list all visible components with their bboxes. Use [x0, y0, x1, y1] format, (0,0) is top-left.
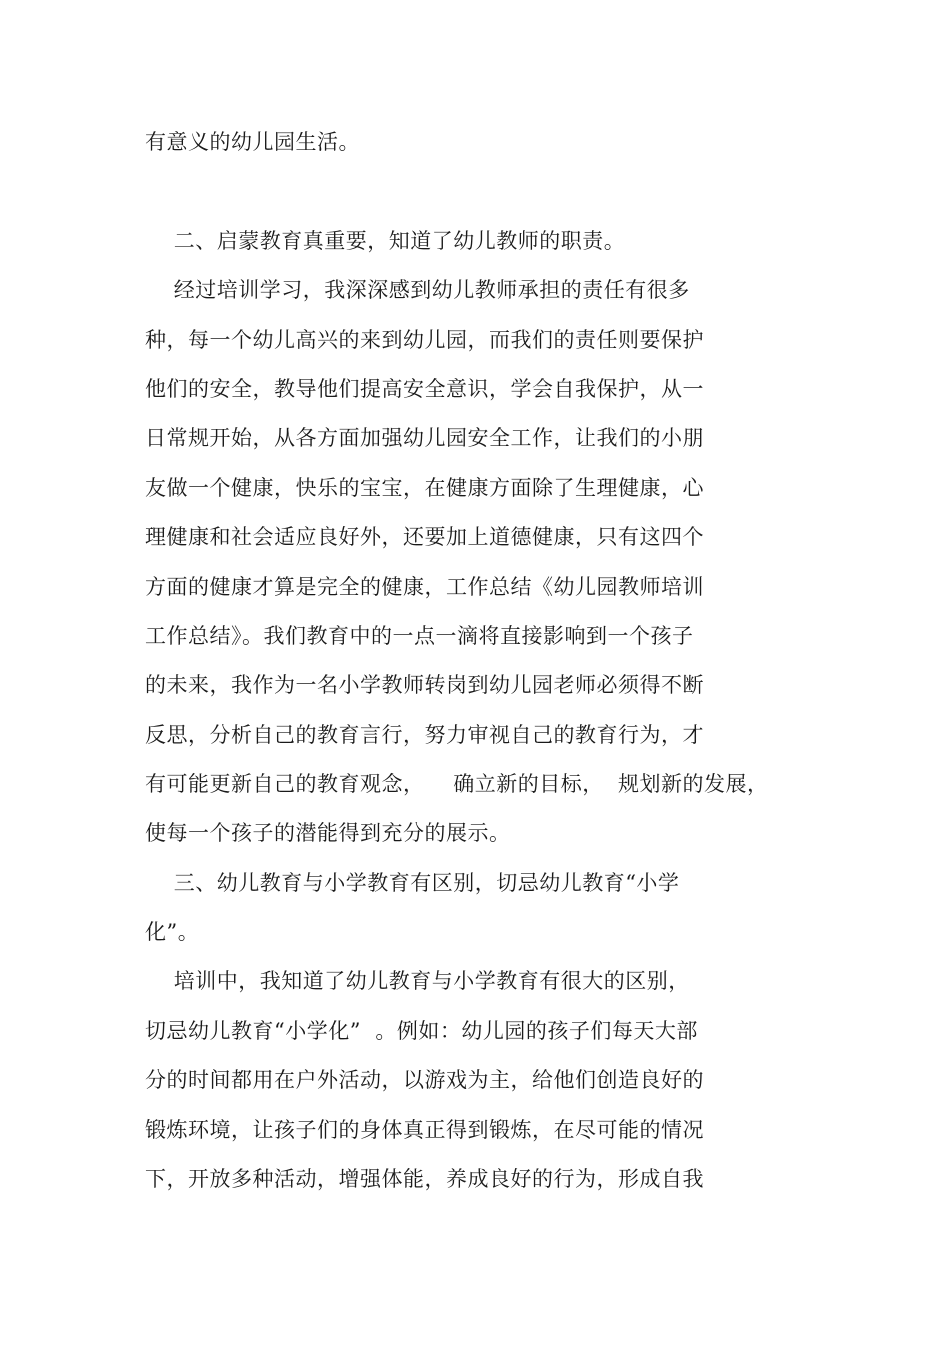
text-line: 理健康和社会适应良好外，还要加上道德健康，只有这四个: [145, 525, 704, 549]
text-line: 培训中，我知道了幼儿教育与小学教育有很大的区别，: [145, 969, 690, 993]
text-line: 有可能更新自己的教育观念， 确立新的目标， 规划新的发展，: [145, 772, 769, 796]
text-line: 分的时间都用在户外活动，以游戏为主，给他们创造良好的: [145, 1068, 704, 1092]
text-line: 有意义的幼儿园生活。: [145, 130, 360, 154]
text-line: 种，每一个幼儿高兴的来到幼儿园，而我们的责任则要保护: [145, 328, 704, 352]
text-line: 日常规开始，从各方面加强幼儿园安全工作，让我们的小朋: [145, 426, 704, 450]
text-line: 锻炼环境，让孩子们的身体真正得到锻炼，在尽可能的情况: [145, 1118, 704, 1142]
text-line: 友做一个健康，快乐的宝宝，在健康方面除了生理健康，心: [145, 476, 704, 500]
text-line: 经过培训学习，我深深感到幼儿教师承担的责任有很多: [145, 278, 690, 302]
text-line: 他们的安全，教导他们提高安全意识，学会自我保护，从一: [145, 377, 704, 401]
text-line: 方面的健康才算是完全的健康，工作总结《幼儿园教师培训: [145, 575, 704, 599]
section-heading: 三、幼儿教育与小学教育有区别，切忌幼儿教育“小学: [145, 871, 680, 895]
text-line: 反思，分析自己的教育言行，努力审视自己的教育行为，才: [145, 723, 704, 747]
text-line: 工作总结》。我们教育中的一点一滴将直接影响到一个孩子: [145, 624, 694, 648]
text-line: 下，开放多种活动，增强体能，养成良好的行为，形成自我: [145, 1167, 704, 1191]
section-heading: 二、启蒙教育真重要，知道了幼儿教师的职责。: [145, 229, 626, 253]
text-line: 使每一个孩子的潜能得到充分的展示。: [145, 821, 511, 845]
text-line: 的未来，我作为一名小学教师转岗到幼儿园老师必须得不断: [145, 673, 704, 697]
text-line: 切忌幼儿教育“小学化” 。例如：幼儿园的孩子们每天大部: [145, 1019, 698, 1043]
text-line: 化”。: [145, 920, 200, 944]
